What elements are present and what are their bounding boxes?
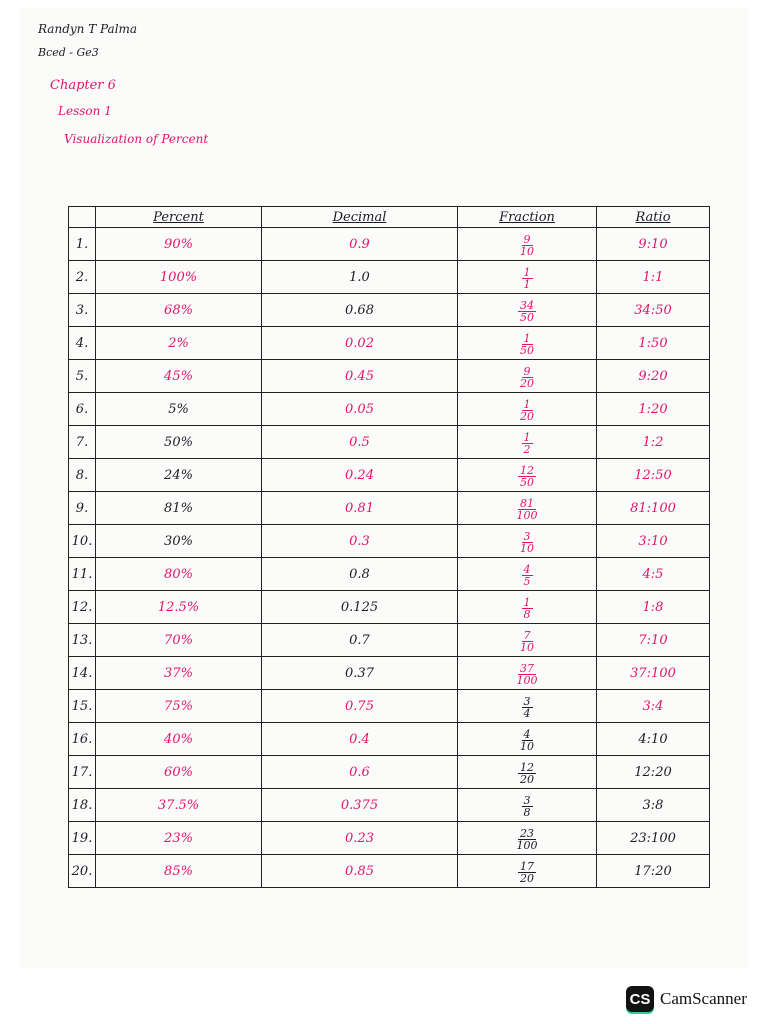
header-fraction-label: Fraction — [499, 209, 555, 225]
fraction — [518, 729, 536, 752]
row-number: 17. — [69, 756, 96, 789]
fraction-numerator: 9 — [523, 232, 531, 246]
fraction-denominator: 20 — [520, 772, 534, 786]
row-number: 5. — [69, 360, 96, 393]
fraction — [518, 531, 536, 554]
percent-cell: 12.5% — [96, 591, 262, 624]
table-row — [69, 789, 710, 822]
fraction-denominator: 20 — [520, 409, 534, 423]
header-ratio — [597, 207, 710, 228]
row-number: 7. — [69, 426, 96, 459]
decimal-cell: 1.0 — [262, 261, 458, 294]
percent-cell: 24% — [96, 459, 262, 492]
ratio-cell: 12:50 — [597, 459, 710, 492]
row-number: 12. — [69, 591, 96, 624]
fraction-cell — [458, 723, 597, 756]
fraction-denominator: 100 — [516, 508, 538, 522]
fraction-cell — [458, 789, 597, 822]
ratio-cell: 17:20 — [597, 855, 710, 888]
table-row — [69, 723, 710, 756]
percent-cell: 85% — [96, 855, 262, 888]
percent-cell: 23% — [96, 822, 262, 855]
ratio-cell: 12:20 — [597, 756, 710, 789]
fraction-cell — [458, 657, 597, 690]
fraction — [522, 267, 533, 290]
table-row — [69, 624, 710, 657]
fraction-numerator: 34 — [520, 298, 534, 312]
fraction-cell — [458, 294, 597, 327]
fraction-numerator: 3 — [523, 694, 531, 708]
decimal-cell: 0.3 — [262, 525, 458, 558]
fraction — [515, 828, 540, 851]
fraction — [518, 399, 536, 422]
table-row — [69, 855, 710, 888]
fraction-numerator: 3 — [523, 529, 531, 543]
table-row — [69, 261, 710, 294]
fraction-denominator: 50 — [520, 475, 534, 489]
row-number: 19. — [69, 822, 96, 855]
table-header-row — [69, 207, 710, 228]
fraction-denominator: 1 — [523, 277, 531, 291]
topic-title: Visualization of Percent — [64, 132, 209, 146]
fraction-numerator: 1 — [523, 595, 531, 609]
ratio-cell: 1:2 — [597, 426, 710, 459]
fraction-numerator: 1 — [523, 397, 531, 411]
fraction-numerator: 12 — [520, 463, 534, 477]
fraction — [522, 597, 533, 620]
ratio-cell: 1:20 — [597, 393, 710, 426]
table-row — [69, 459, 710, 492]
fraction-cell — [458, 492, 597, 525]
decimal-cell: 0.68 — [262, 294, 458, 327]
decimal-cell: 0.37 — [262, 657, 458, 690]
row-number: 4. — [69, 327, 96, 360]
fraction — [518, 300, 536, 323]
fraction-numerator: 4 — [523, 562, 531, 576]
ratio-cell: 4:10 — [597, 723, 710, 756]
fraction — [522, 564, 533, 587]
header-number — [69, 207, 96, 228]
fraction-denominator: 50 — [520, 343, 534, 357]
fraction-cell — [458, 822, 597, 855]
fraction — [518, 465, 536, 488]
fraction-cell — [458, 591, 597, 624]
table-row — [69, 492, 710, 525]
table-row — [69, 426, 710, 459]
ratio-cell: 9:20 — [597, 360, 710, 393]
fraction-denominator: 10 — [520, 244, 534, 258]
ratio-cell: 7:10 — [597, 624, 710, 657]
percent-cell: 37% — [96, 657, 262, 690]
header-ratio-label: Ratio — [635, 209, 671, 225]
fraction-numerator: 3 — [523, 793, 531, 807]
fraction-cell — [458, 228, 597, 261]
table-row — [69, 756, 710, 789]
row-number: 18. — [69, 789, 96, 822]
fraction — [518, 234, 536, 257]
fraction — [522, 432, 533, 455]
fraction-cell — [458, 855, 597, 888]
fraction — [522, 795, 533, 818]
row-number: 9. — [69, 492, 96, 525]
percent-cell: 68% — [96, 294, 262, 327]
decimal-cell: 0.125 — [262, 591, 458, 624]
percent-cell: 37.5% — [96, 789, 262, 822]
ratio-cell: 3:10 — [597, 525, 710, 558]
ratio-cell: 34:50 — [597, 294, 710, 327]
ratio-cell: 3:4 — [597, 690, 710, 723]
percent-cell: 60% — [96, 756, 262, 789]
table-row — [69, 657, 710, 690]
fraction-denominator: 100 — [516, 838, 538, 852]
percent-cell: 30% — [96, 525, 262, 558]
percent-table — [68, 206, 710, 888]
ratio-cell: 1:8 — [597, 591, 710, 624]
fraction-numerator: 12 — [520, 760, 534, 774]
fraction — [518, 861, 536, 884]
ratio-cell: 81:100 — [597, 492, 710, 525]
fraction — [518, 333, 536, 356]
percent-cell: 81% — [96, 492, 262, 525]
row-number: 2. — [69, 261, 96, 294]
fraction-numerator: 4 — [523, 727, 531, 741]
fraction — [515, 663, 540, 686]
header-fraction — [458, 207, 597, 228]
fraction-numerator: 7 — [523, 628, 531, 642]
fraction-numerator: 1 — [523, 265, 531, 279]
fraction-cell — [458, 393, 597, 426]
ratio-cell: 4:5 — [597, 558, 710, 591]
table-row — [69, 393, 710, 426]
camscanner-watermark — [626, 986, 747, 1012]
percent-cell: 50% — [96, 426, 262, 459]
fraction-denominator: 10 — [520, 541, 534, 555]
fraction-cell — [458, 525, 597, 558]
fraction-cell — [458, 261, 597, 294]
row-number: 1. — [69, 228, 96, 261]
row-number: 20. — [69, 855, 96, 888]
ratio-cell: 23:100 — [597, 822, 710, 855]
fraction-cell — [458, 459, 597, 492]
table-row — [69, 294, 710, 327]
ratio-cell: 1:1 — [597, 261, 710, 294]
header-percent — [96, 207, 262, 228]
row-number: 13. — [69, 624, 96, 657]
row-number: 11. — [69, 558, 96, 591]
fraction-cell — [458, 624, 597, 657]
header-decimal — [262, 207, 458, 228]
table-row — [69, 360, 710, 393]
fraction-denominator: 2 — [523, 442, 531, 456]
decimal-cell: 0.05 — [262, 393, 458, 426]
table-row — [69, 591, 710, 624]
decimal-cell: 0.81 — [262, 492, 458, 525]
decimal-cell: 0.7 — [262, 624, 458, 657]
decimal-cell: 0.5 — [262, 426, 458, 459]
row-number: 8. — [69, 459, 96, 492]
fraction — [518, 762, 536, 785]
fraction-numerator: 9 — [523, 364, 531, 378]
row-number: 14. — [69, 657, 96, 690]
fraction-cell — [458, 360, 597, 393]
table-row — [69, 525, 710, 558]
decimal-cell: 0.6 — [262, 756, 458, 789]
decimal-cell: 0.9 — [262, 228, 458, 261]
fraction-cell — [458, 756, 597, 789]
fraction-numerator: 23 — [520, 826, 534, 840]
row-number: 15. — [69, 690, 96, 723]
ratio-cell: 1:50 — [597, 327, 710, 360]
header-percent-label: Percent — [153, 209, 204, 225]
table-row — [69, 228, 710, 261]
decimal-cell: 0.8 — [262, 558, 458, 591]
percent-cell: 5% — [96, 393, 262, 426]
fraction-denominator: 20 — [520, 376, 534, 390]
decimal-cell: 0.45 — [262, 360, 458, 393]
fraction-cell — [458, 690, 597, 723]
decimal-cell: 0.02 — [262, 327, 458, 360]
fraction-denominator: 100 — [516, 673, 538, 687]
decimal-cell: 0.4 — [262, 723, 458, 756]
fraction-cell — [458, 327, 597, 360]
header-decimal-label: Decimal — [332, 209, 387, 225]
fraction-numerator: 1 — [523, 430, 531, 444]
fraction-cell — [458, 558, 597, 591]
fraction-denominator: 8 — [523, 607, 531, 621]
row-number: 16. — [69, 723, 96, 756]
row-number: 10. — [69, 525, 96, 558]
fraction-denominator: 50 — [520, 310, 534, 324]
percent-cell: 70% — [96, 624, 262, 657]
percent-cell: 45% — [96, 360, 262, 393]
fraction — [515, 498, 540, 521]
lesson-title: Lesson 1 — [58, 104, 112, 118]
fraction-numerator: 37 — [520, 661, 534, 675]
decimal-cell: 0.24 — [262, 459, 458, 492]
table-row — [69, 822, 710, 855]
percent-cell: 40% — [96, 723, 262, 756]
decimal-cell: 0.375 — [262, 789, 458, 822]
fraction-numerator: 1 — [523, 331, 531, 345]
table-row — [69, 558, 710, 591]
ratio-cell: 9:10 — [597, 228, 710, 261]
fraction-denominator: 20 — [520, 871, 534, 885]
fraction-denominator: 10 — [520, 739, 534, 753]
table-row — [69, 327, 710, 360]
chapter-title: Chapter 6 — [50, 78, 116, 93]
fraction-denominator: 8 — [523, 805, 531, 819]
fraction-numerator: 17 — [520, 859, 534, 873]
row-number: 3. — [69, 294, 96, 327]
percent-cell: 80% — [96, 558, 262, 591]
fraction-denominator: 5 — [523, 574, 531, 588]
percent-cell: 100% — [96, 261, 262, 294]
course-section: Bced - Ge3 — [38, 46, 99, 59]
camscanner-logo-icon: CS — [626, 986, 654, 1012]
ratio-cell: 3:8 — [597, 789, 710, 822]
percent-cell: 90% — [96, 228, 262, 261]
fraction-cell — [458, 426, 597, 459]
fraction-denominator: 10 — [520, 640, 534, 654]
ratio-cell: 37:100 — [597, 657, 710, 690]
student-name: Randyn T Palma — [38, 22, 138, 36]
camscanner-label: CamScanner — [660, 989, 747, 1008]
decimal-cell: 0.75 — [262, 690, 458, 723]
fraction — [518, 366, 536, 389]
decimal-cell: 0.85 — [262, 855, 458, 888]
table-row — [69, 690, 710, 723]
fraction-numerator: 81 — [520, 496, 534, 510]
percent-cell: 75% — [96, 690, 262, 723]
fraction-denominator: 4 — [523, 706, 531, 720]
percent-cell: 2% — [96, 327, 262, 360]
row-number: 6. — [69, 393, 96, 426]
fraction — [518, 630, 536, 653]
fraction — [522, 696, 533, 719]
decimal-cell: 0.23 — [262, 822, 458, 855]
